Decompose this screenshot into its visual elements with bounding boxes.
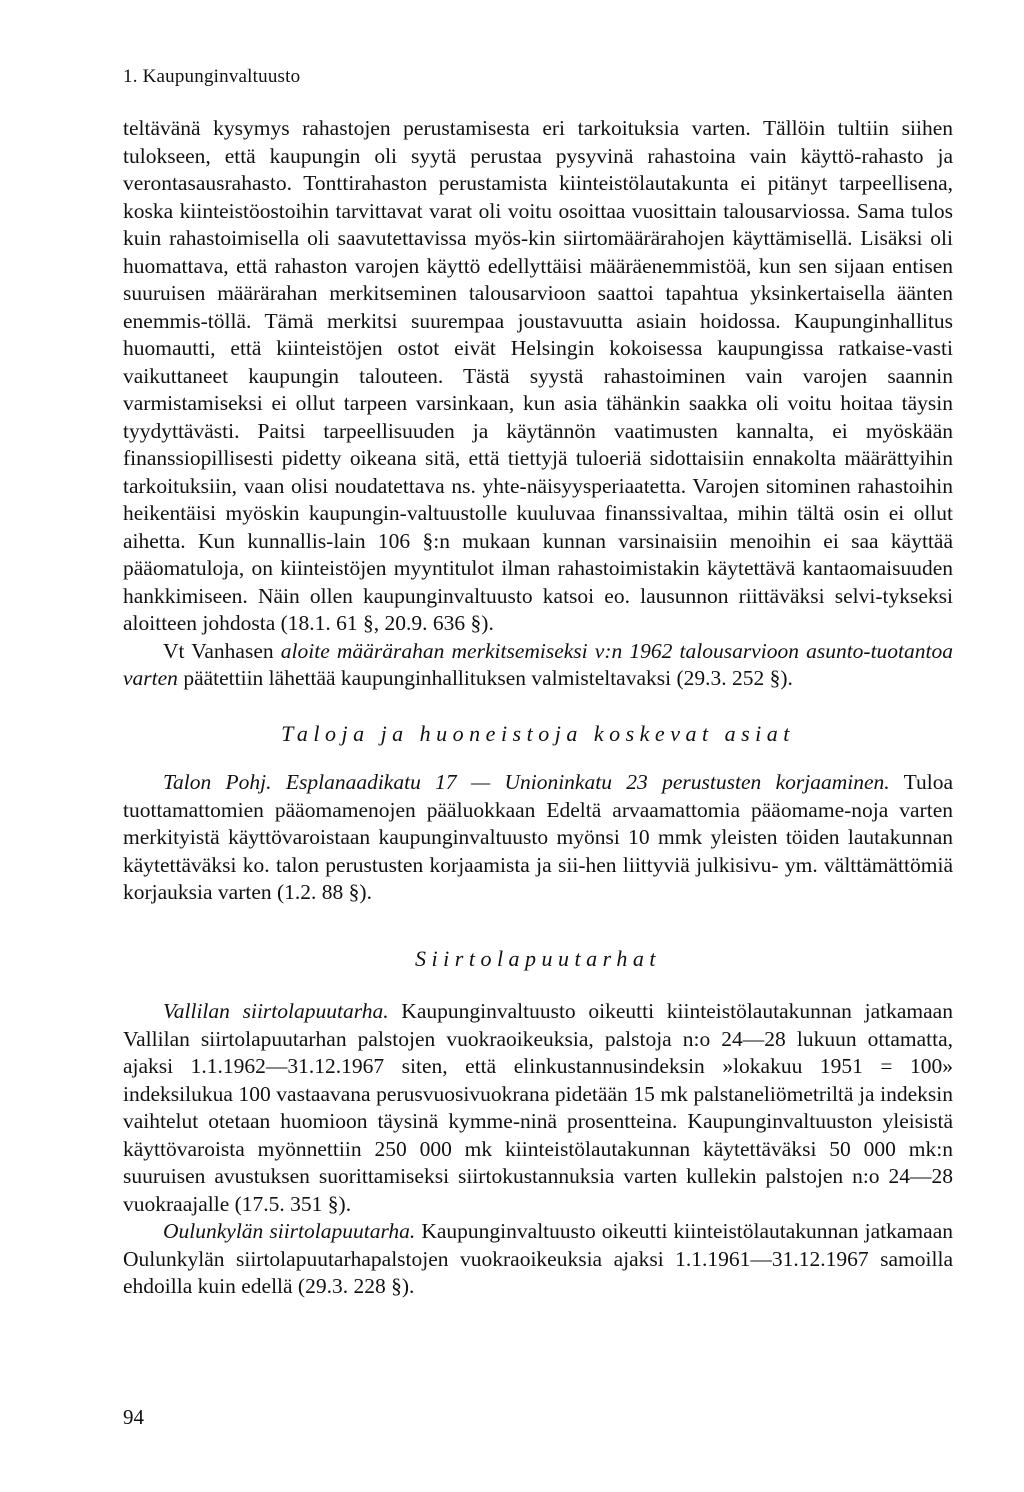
body-text <box>123 115 953 1301</box>
page-number: 94 <box>123 1405 144 1429</box>
paragraph-4-italic: Vallilan siirtolapuutarha. <box>163 999 389 1023</box>
paragraph-4 <box>123 998 953 1218</box>
section-heading-siirtolapuutarhat: Siirtolapuutarhat <box>415 945 661 971</box>
paragraph-1: teltävänä kysymys rahastojen perustamisesta eri tarkoituksia varten. Tällöin tultiin siihen tulokseen, että kaupungin oli syytä perustaa pysyvinä rahastoina vain käyttö-rahasto ja verontasausrahasto. Tonttirahaston perustamista kiinteistölautakunta ei pitänyt tarpeellisena, koska kiinteistöostoihin tarvittavat varat oli voitu osoittaa vuosittain talousarviossa. Sama tulos kuin rahastoimisella oli saavutettavissa myös-kin siirtomäärärahojen käyttämisellä. Lisäksi oli huomattava, että rahaston varojen käyttö edellyttäisi määräenemmistöä, kun sen sijaan entisen suuruisen määrärahan merkitseminen talousarvioon saattoi tapahtua yksinkertaisella äänten enemmis-töllä. Tämä merkitsi suurempaa joustavuutta asiain hoidossa. Kaupunginhallitus huomautti, että kiinteistöjen ostot eivät Helsingin kokoisessa kaupungissa ratkaise-vasti vaikuttaneet kaupungin talouteen. Tästä syystä rahastoiminen vain varojen saannin varmistamiseksi ei ollut tarpeen varsinkaan, kun asia tähänkin saakka oli voitu hoitaa täysin tyydyttävästi. Paitsi tarpeellisuuden ja käytännön vaatimusten kannalta, ei myöskään finanssiopillisesti pidetty oikeana sitä, että tiettyjä tuloeriä sidottaisiin ennakolta määrättyihin tarkoituksiin, vaan olisi noudatettava ns. yhte-näisyysperiaatetta. Varojen sitominen rahastoihin heikentäisi myöskin kaupungin-valtuustolle kuuluvaa finanssivaltaa, mihin tältä osin ei ollut aihetta. Kun kunnallis-lain 106 §:n mukaan kunnan varsinaisiin menoihin ei saa käyttää pääomatuloja, on kiinteistöjen myyntitulot ilman rahastoimistakin käytettävä kantaomaisuuden hankkimiseen. Näin ollen kaupunginvaltuusto katsoi eo. lausunnon riittäväksi selvi-tykseksi aloitteen johdosta (18.1. 61 §, 20.9. 636 §). <box>123 116 953 635</box>
section-heading-taloja: Taloja ja huoneistoja koskevat asiat <box>281 720 795 746</box>
running-head: 1. Kaupunginvaltuusto <box>123 66 301 87</box>
paragraph-2-italic: aloite määrärahan merkitsemiseksi v:n 1962 talousarvioon asunto-tuotantoa varten <box>123 638 953 690</box>
paragraph-3-rest: Tuloa tuottamattomien pääomamenojen pääluokkaan Edeltä arvaamattomia pääomame-noja varten merkityistä käyttövaroistaan kaupunginvaltuusto myönsi 10 mmk yleisten töiden lautakunnan käytettäväksi ko. talon perustusten korjaamista ja sii-hen liittyviä julkisivu- ym. välttämättömiä korjauksia varten (1.2. 88 §). <box>123 770 953 904</box>
paragraph-2 <box>123 638 953 693</box>
paragraph-2-lead: Vt Vanhasen <box>163 638 281 663</box>
paragraph-4-rest: Kaupunginvaltuusto oikeutti kiinteistölautakunnan jatkamaan Vallilan siirtolapuutarhan palstojen vuokraoikeuksia, palstoja n:o 24—28 lukuun ottamatta, ajaksi 1.1.1962—31.12.1967 siten, että elinkustannusindeksin »lokakuu 1951 = 100» indeksilukua 100 vastaavana perusvuosivuokrana pidetään 15 mk palstaneliömetriltä ja indeksin vaihtelut otetaan huomioon täysinä kymme-ninä prosentteina. Kaupunginvaltuuston yleisistä käyttövaroista myönnettiin 250 000 mk kiinteistölautakunnan käytettäväksi 50 000 mk:n suuruisen avustuksen suorittamiseksi siirtokustannuksia varten kullekin palstojen n:o 24—28 vuokraajalle (17.5. 351 §). <box>123 999 953 1216</box>
paragraph-2-rest: päätettiin lähettää kaupunginhallituksen valmisteltavaksi (29.3. 252 §). <box>177 666 793 690</box>
paragraph-3 <box>123 769 953 907</box>
paragraph-5 <box>123 1218 953 1301</box>
paragraph-5-rest: Kaupunginvaltuusto oikeutti kiinteistölautakunnan jatkamaan Oulunkylän siirtolapuutarhapalstojen vuokraoikeuksia ajaksi 1.1.1961—31.12.1967 samoilla ehdoilla kuin edellä (29.3. 228 §). <box>123 1219 953 1298</box>
paragraph-5-italic: Oulunkylän siirtolapuutarha. <box>163 1219 416 1243</box>
paragraph-3-italic: Talon Pohj. Esplanaadikatu 17 — Unioninkatu 23 perustusten korjaaminen. <box>163 770 890 794</box>
